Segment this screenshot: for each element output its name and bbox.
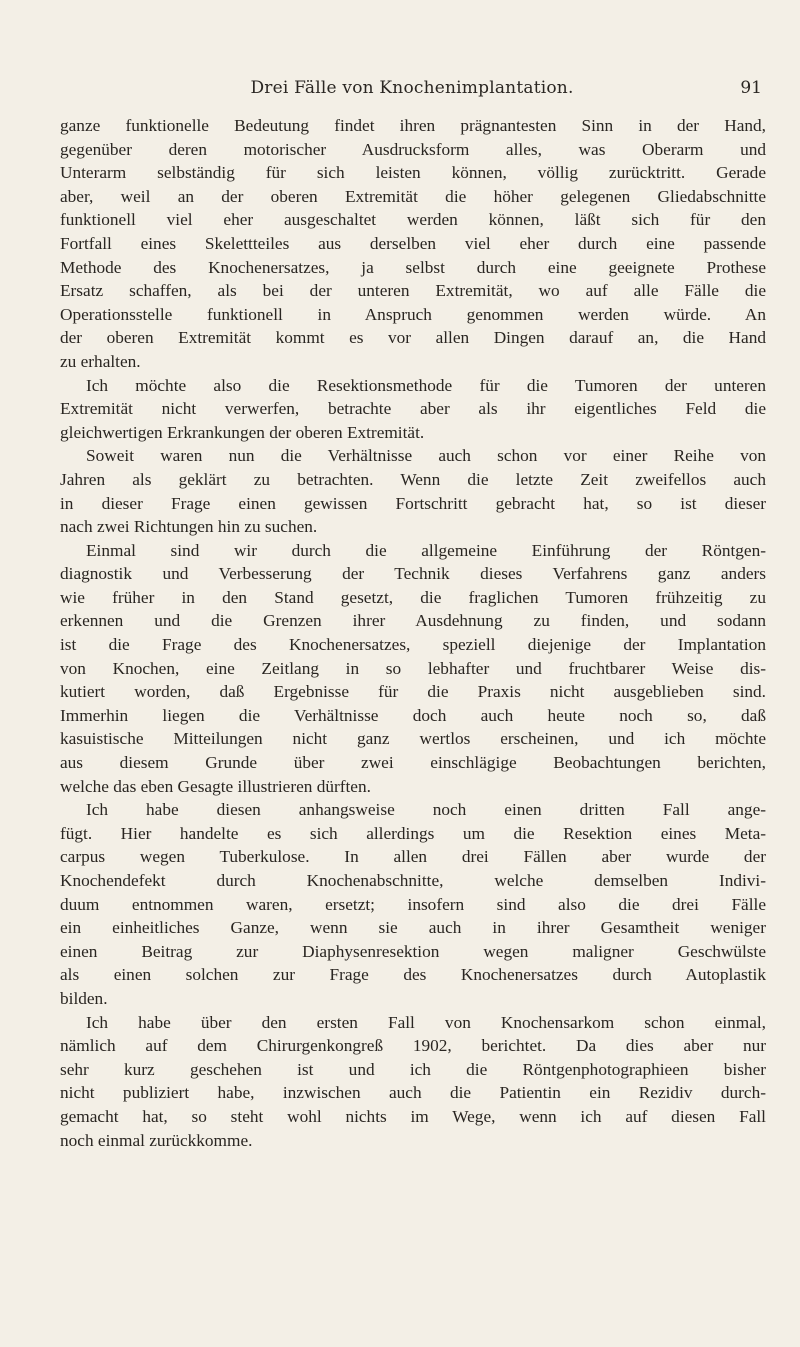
text-line: Jahren als geklärt zu betrachten. Wenn die letzte Zeit zweifellos auch [60,469,766,489]
text-line: Ich habe diesen anhangsweise noch einen dritten Fall ange- [86,800,766,820]
paragraph [60,1011,766,1153]
text-line: nicht publiziert habe, inzwischen auch die Patientin ein Rezidiv durch- [60,1083,766,1103]
text-line: ganze funktionelle Bedeutung findet ihren prägnantesten Sinn in der Hand, [60,116,766,135]
text-line: Ich möchte also die Resektionsmethode für die Tumoren der unteren [86,375,766,395]
paragraph [60,798,766,1010]
text-line: Unterarm selbständig für sich leisten können, völlig zurücktritt. Gerade [60,163,766,183]
text-line: einen Beitrag zur Diaphysenresektion wegen maligner Geschwülste [60,941,766,961]
text-line: kutiert worden, daß Ergebnisse für die Praxis nicht ausgeblieben sind. [60,682,766,702]
text-line: von Knochen, eine Zeitlang in so lebhafter und fruchtbarer Weise dis- [60,658,766,678]
text-line: fügt. Hier handelte es sich allerdings um die Resektion eines Meta- [60,823,766,843]
paragraph [60,444,766,538]
text-line: nämlich auf dem Chirurgenkongreß 1902, berichtet. Da dies aber nur [60,1036,766,1056]
text-line: gemacht hat, so steht wohl nichts im Wege, wenn ich auf diesen Fall [60,1106,766,1126]
text-line: gleichwertigen Erkrankungen der oberen Extremität. [60,422,425,442]
text-line: bilden. [60,988,108,1008]
paragraph [60,539,766,799]
text-line: ein einheitliches Ganze, wenn sie auch in ihrer Gesamtheit weniger [60,918,766,938]
text-line: als einen solchen zur Frage des Knochenersatzes durch Autoplastik [60,965,766,985]
text-line: aus diesem Grunde über zwei einschlägige Beobachtungen berichten, [60,753,766,773]
text-line: Extremität nicht verwerfen, betrachte aber als ihr eigentliches Feld die [60,399,766,419]
text-line: carpus wegen Tuberkulose. In allen drei Fällen aber wurde der [60,847,766,867]
text-line: aber, weil an der oberen Extremität die höher gelegenen Gliedabschnitte [60,186,766,206]
text-line: in dieser Frage einen gewissen Fortschritt gebracht hat, so ist dieser [60,493,766,513]
text-line: nach zwei Richtungen hin zu suchen. [60,517,318,537]
paragraph [60,114,766,374]
text-line: noch einmal zurückkomme. [60,1130,253,1150]
text-line: Immerhin liegen die Verhältnisse doch auch heute noch so, daß [60,705,766,725]
text-line: welche das eben Gesagte illustrieren dürften. [60,776,371,796]
text-line: Ich habe über den ersten Fall von Knochensarkom schon einmal, [86,1012,766,1032]
page-number: 91 [740,78,762,98]
text-line: duum entnommen waren, ersetzt; insofern sind also die drei Fälle [60,894,766,914]
text-line: ist die Frage des Knochenersatzes, speziell diejenige der Implantation [60,635,766,655]
running-head [62,78,762,104]
paragraph [60,374,766,445]
text-line: Operationsstelle funktionell in Anspruch genommen werden würde. An [60,304,766,324]
text-line: gegenüber deren motorischer Ausdrucksform alles, was Oberarm und [60,139,766,159]
text-line: wie früher in den Stand gesetzt, die fraglichen Tumoren frühzeitig zu [60,587,766,607]
text-line: der oberen Extremität kommt es vor allen Dingen darauf an, die Hand [60,328,766,348]
text-line: Fortfall eines Skelettteiles aus derselben viel eher durch eine passende [60,233,766,253]
text-line: kasuistische Mitteilungen nicht ganz wertlos erscheinen, und ich möchte [60,729,766,749]
text-line: funktionell viel eher ausgeschaltet werden können, läßt sich für den [60,210,766,230]
text-line: Knochendefekt durch Knochenabschnitte, welche demselben Indivi- [60,871,766,890]
text-line: Soweit waren nun die Verhältnisse auch schon vor einer Reihe von [86,446,766,466]
text-line: Ersatz schaffen, als bei der unteren Extremität, wo auf alle Fälle die [60,281,766,301]
text-line: Methode des Knochenersatzes, ja selbst durch eine geeignete Prothese [60,257,766,277]
text-line: erkennen und die Grenzen ihrer Ausdehnung zu finden, und sodann [60,611,766,631]
text-line: sehr kurz geschehen ist und ich die Röntgenphotographieen bisher [60,1059,766,1079]
body-text [60,114,766,1152]
text-line: diagnostik und Verbesserung der Technik dieses Verfahrens ganz anders [60,564,766,584]
text-line: zu erhalten. [60,351,141,371]
text-line: Einmal sind wir durch die allgemeine Einführung der Röntgen- [86,540,766,560]
running-title: Drei Fälle von Knochenimplantation. [250,78,574,98]
